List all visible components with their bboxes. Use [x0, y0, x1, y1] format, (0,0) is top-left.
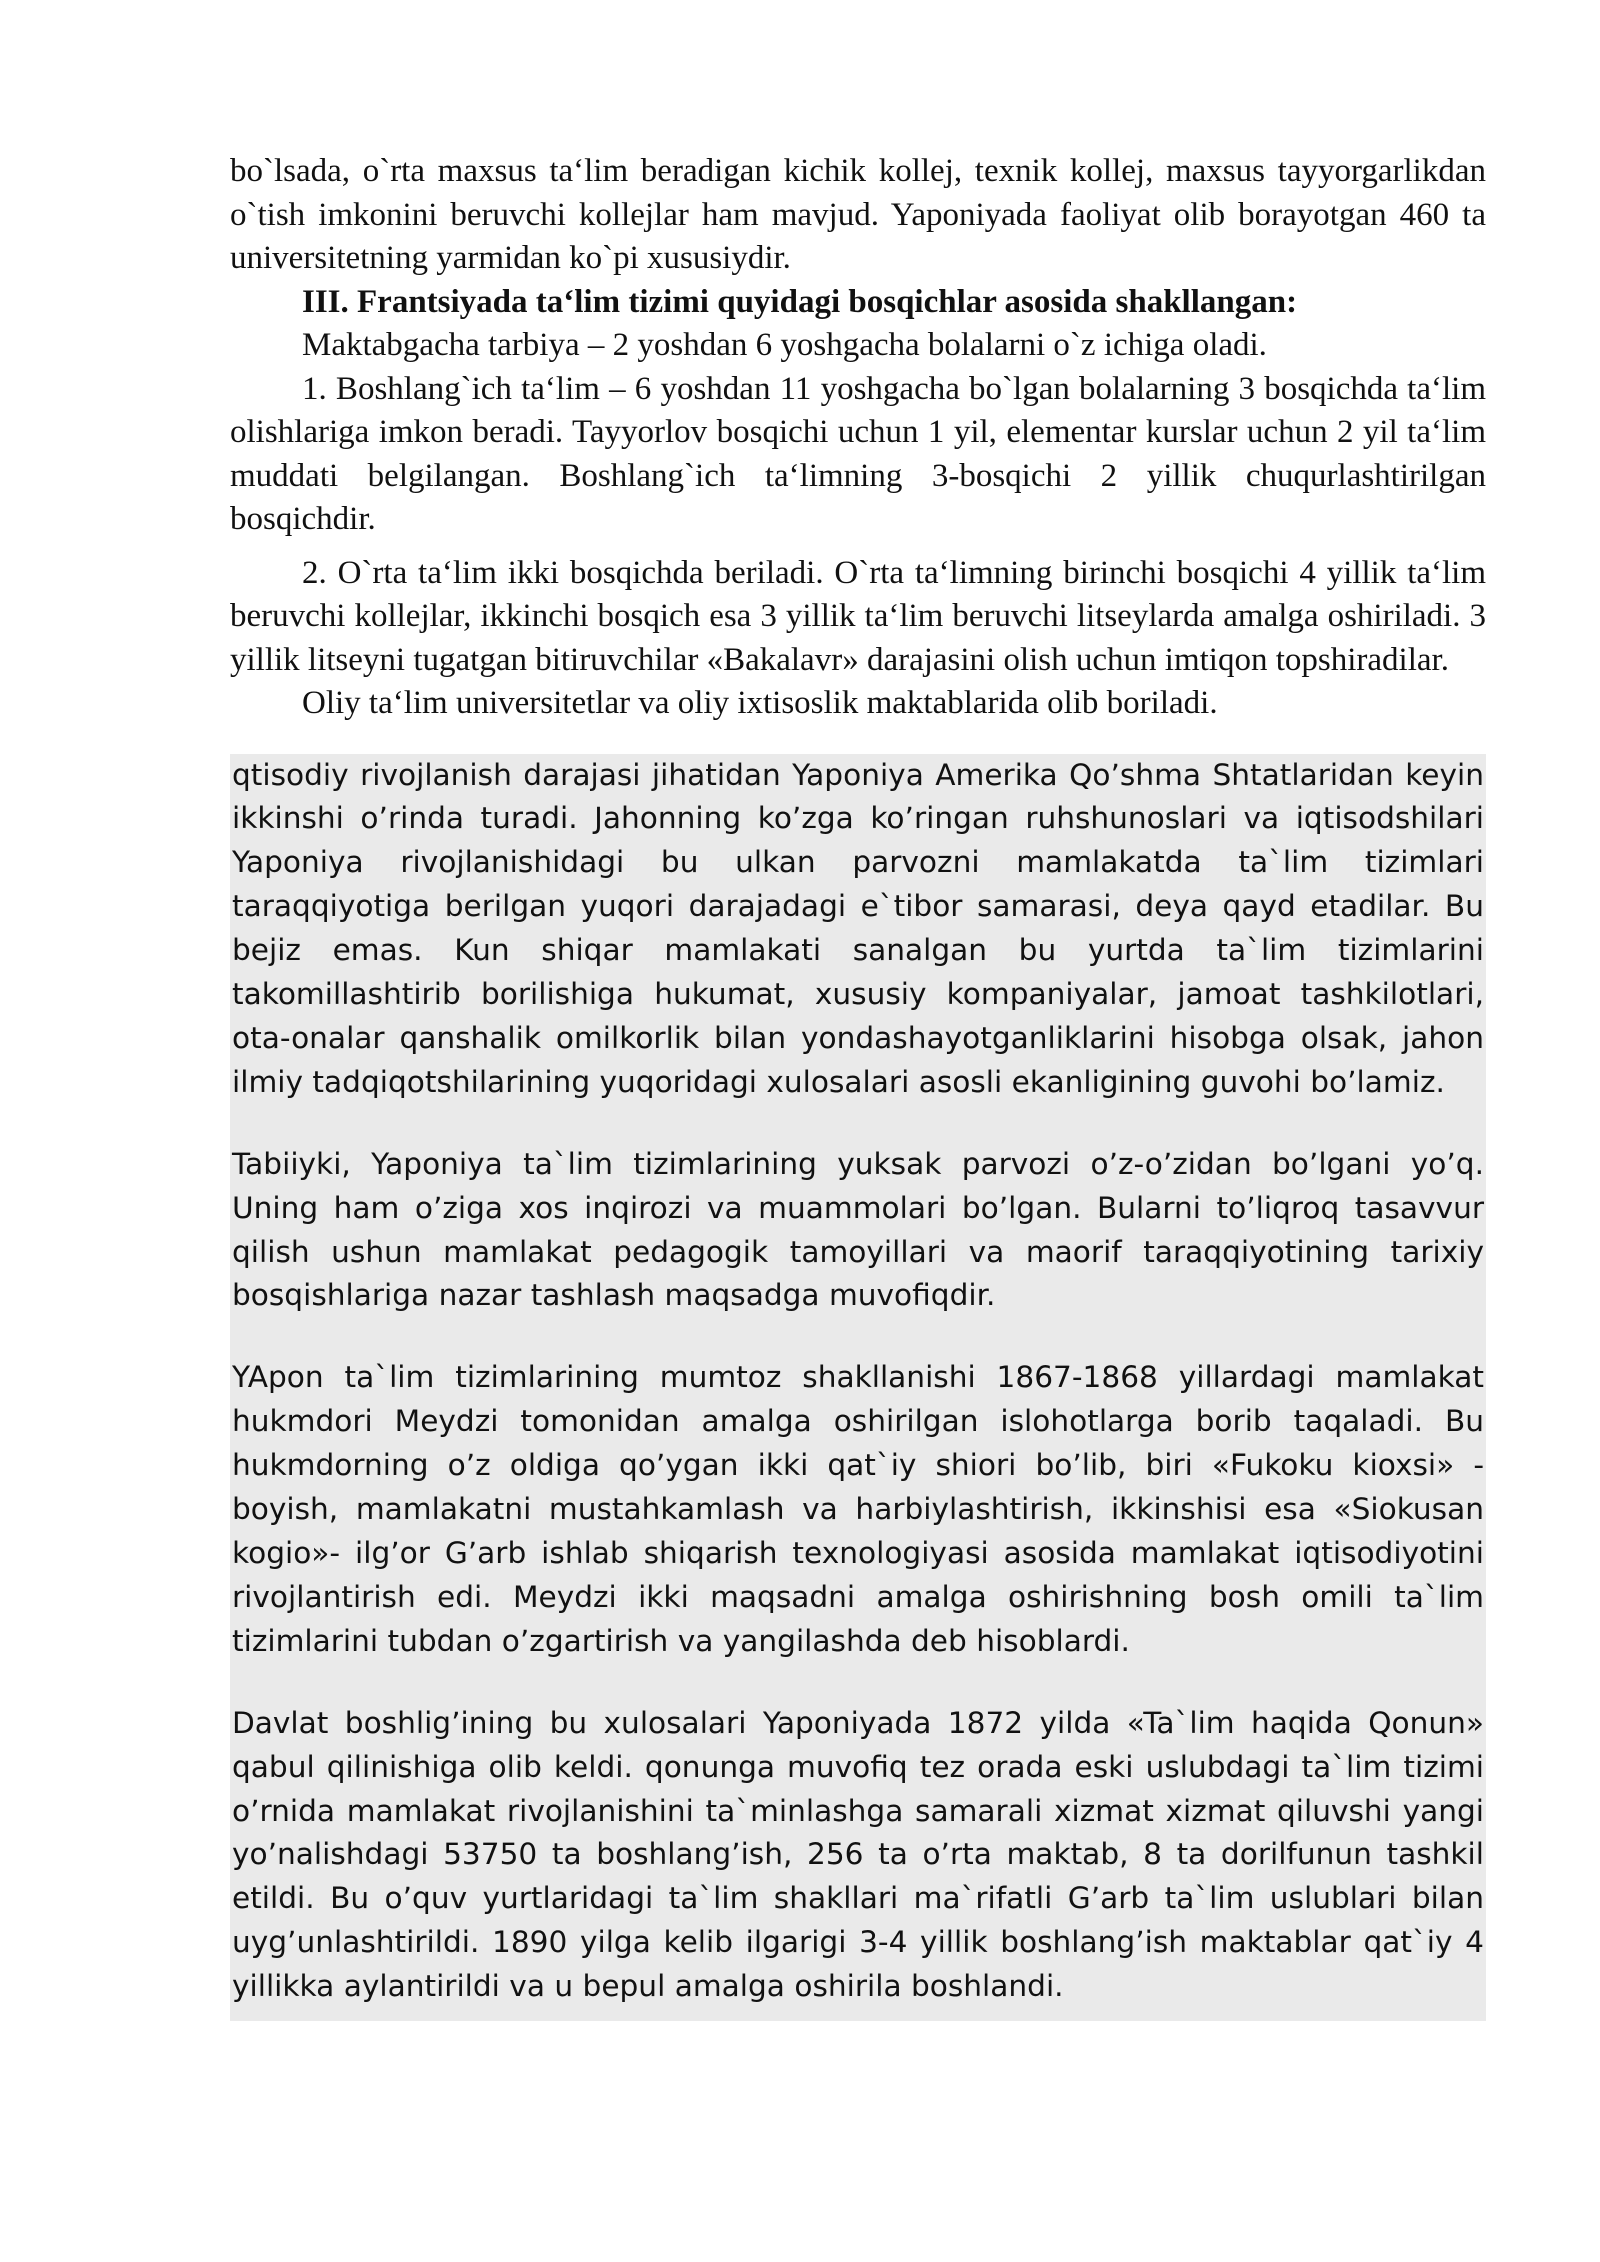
serif-section	[230, 150, 1486, 726]
paragraph-secondary-education: 2. O`rta ta‘lim ikki bosqichda beriladi. O`rta ta‘limning birinchi bosqichi 4 yillik ta‘lim beruvchi kollejlar, ikkinchi bosqich esa 3 yillik ta‘lim beruvchi litseylarda amalga oshiriladi. 3 yillik litseyni tugatgan bitiruvchilar «Bakalavr» darajasini olish uchun imtiqon topshiradilar.	[230, 554, 1486, 678]
paragraph-education-law-1872: Davlat boshlig’ining bu xulosalari Yaponiyada 1872 yilda «Ta`lim haqida Qonun» qabul qilinishiga olib keldi. qonunga muvofiq tez orada eski uslubdagi ta`lim tizimi o’rnida mamlakat rivojlanishini ta`minlashga samarali xizmat xizmat qiluvshi yangi yo’nalishdagi 53750 ta boshlang’ish, 256 ta o’rta maktab, 8 ta dorilfunun tashkil etildi. Bu o’quv yurtlaridagi ta`lim shakllari ma`rifatli G’arb ta`lim uslublari bilan uyg’unlashtirildi. 1890 yilga kelib ilgarigi 3-4 yillik boshlang’ish maktablar qat`iy 4 yillikka aylantirildi va u bepul amalga oshirila boshlandi.	[232, 1705, 1484, 2004]
paragraph-japan-problems: Tabiiyki, Yaponiya ta`lim tizimlarining yuksak parvozi o’z-o’zidan bo’lgani yo’q. Uning ham o’ziga xos inqirozi va muammolari bo’lgan. Bularni to’liqroq tasavvur qilish ushun mamlakat pedagogik tamoyillari va maorif taraqqiyotining tarixiy bosqishlariga nazar tashlash maqsadga muvofiqdir.	[232, 1146, 1484, 1313]
paragraph-primary-education: 1. Boshlang`ich ta‘lim – 6 yoshdan 11 yoshgacha bo`lgan bolalarning 3 bosqichda ta‘lim olishlariga imkon beradi. Tayyorlov bosqichi uchun 1 yil, elementar kurslar uchun 2 yil ta‘lim muddati belgilangan. Boshlang`ich ta‘limning 3-bosqichi 2 yillik chuqurlashtirilgan bosqichdir.	[230, 370, 1486, 537]
paragraph-higher-education: Oliy ta‘lim universitetlar va oliy ixtisoslik maktablarida olib boriladi.	[302, 685, 1218, 721]
paragraph-japan-economy: qtisodiy rivojlanish darajasi jihatidan Yaponiya Amerika Qo’shma Shtatlaridan keyin ikkinshi o’rinda turadi. Jahonning ko’zga ko’ringan ruhshunoslari va iqtisodshilari Yaponiya rivojlanishidagi bu ulkan parvozni mamlakatda ta`lim tizimlari taraqqiyotiga berilgan yuqori darajadagi e`tibor samarasi, deya qayd etadilar. Bu bejiz emas. Kun shiqar mamlakati sanalgan bu yurtda ta`lim tizimlarini takomillashtirib borilishiga hukumat, xususiy kompaniyalar, jamoat tashkilotlari, ota-onalar qanshalik omilkorlik bilan yondashayotganliklarini hisobga olsak, jahon ilmiy tadqiqotshilarining yuqoridagi xulosalari asosli ekanligining guvohi bo’lamiz.	[232, 757, 1484, 1099]
document-page	[230, 150, 1486, 2021]
heading-france-education: III. Frantsiyada ta‘lim tizimi quyidagi bosqichlar asosida shakllangan:	[302, 283, 1298, 320]
paragraph-meiji-reforms: YApon ta`lim tizimlarining mumtoz shakllanishi 1867-1868 yillardagi mamlakat hukmdori Meydzi tomonidan amalga oshirilgan islohotlarga borib taqaladi. Bu hukmdorning o’z oldiga qo’ygan ikki qat`iy shiori bo’lib, biri «Fukoku kioxsi» - boyish, mamlakatni mustahkamlash va harbiylashtirish, ikkinshisi esa «Siokusan kogio»- ilg’or G’arb ishlab shiqarish texnologiyasi asosida mamlakat iqtisodiyotini rivojlantirish edi. Meydzi ikki maqsadni amalga oshirishning bosh omili ta`lim tizimlarini tubdan o’zgartirish va yangilashda deb hisoblardi.	[232, 1360, 1484, 1658]
shaded-section	[230, 754, 1486, 2022]
paragraph-colleges: bo`lsada, o`rta maxsus ta‘lim beradigan kichik kollej, texnik kollej, maxsus tayyorgarlikdan o`tish imkonini beruvchi kollejlar ham mavjud. Yaponiyada faoliyat olib borayotgan 460 ta universitetning yarmidan ko`pi xususiydir.	[230, 153, 1486, 276]
paragraph-preschool: Maktabgacha tarbiya – 2 yoshdan 6 yoshgacha bolalarni o`z ichiga oladi.	[302, 327, 1267, 363]
